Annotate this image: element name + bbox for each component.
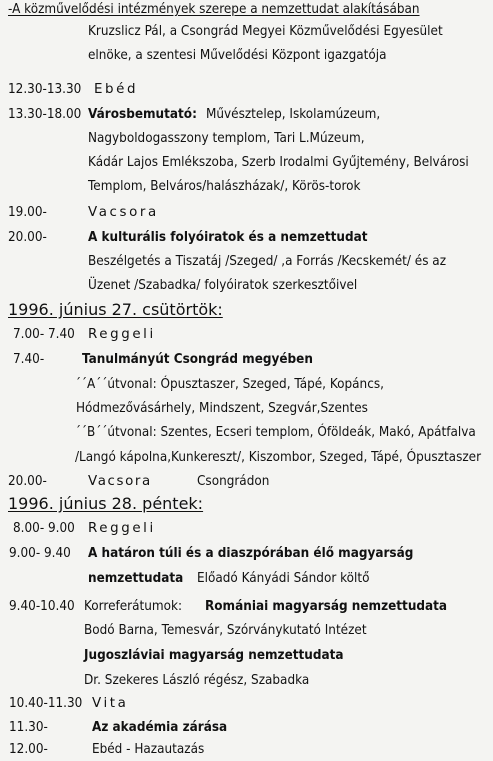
tour-line-1: Művésztelep, Iskolamúzeum, (206, 107, 381, 122)
talk-time: 9.00- 9.40 (9, 546, 71, 561)
route-a-line-1: ´´A´´útvonal: Ópusztaszer, Szeged, Tápé, Kopáncs, (75, 377, 384, 392)
dinner-time: 19.00- (8, 205, 47, 220)
dinner-place-27: Csongrádon (197, 474, 270, 489)
lunch-label: Ebéd (94, 82, 139, 97)
lunch-time: 12.30-13.30 (8, 82, 82, 97)
coreferate-speaker-1: Bodó Barna, Temesvár, Szórványkutató Intézet (84, 623, 367, 638)
talk-presenter: Előadó Kányádi Sándor költő (197, 571, 370, 586)
tour-time: 13.30-18.00 (8, 107, 82, 122)
dinner-label: Vacsora (88, 205, 159, 220)
coreferate-time: 9.40-10.40 (9, 599, 75, 614)
breakfast-time-28: 8.00- 9.00 (13, 521, 75, 536)
tour-line-3: Kádár Lajos Emlékszoba, Szerb Irodalmi Gyűjtemény, Belvárosi (88, 155, 469, 170)
route-b-line-2: /Langó kápolna,Kunkereszt/, Kiszombor, Szeged, Tápé, Ópusztaszer (75, 450, 482, 465)
final-lunch-time: 12.00- (9, 742, 48, 757)
closing-label: Az akadémia zárása (92, 720, 228, 735)
speaker-line-2: elnöke, a szentesi Művelődési Központ igazgatója (88, 48, 387, 63)
debate-label: Vita (92, 696, 129, 711)
dinner-time-27: 20.00- (8, 474, 47, 489)
closing-time: 11.30- (9, 720, 48, 735)
coreferate-topic-2: Jugoszláviai magyarság nemzettudata (84, 648, 344, 663)
breakfast-time-27: 7.00- 7.40 (13, 327, 75, 342)
tour-title: Városbemutató: (88, 107, 197, 122)
route-a-line-2: Hódmezővásárhely, Mindszent, Szegvár,Szentes (76, 401, 368, 416)
route-b-line-1: ´´B´´útvonal: Szentes, Ecseri templom, Óföldeák, Makó, Apátfalva (75, 425, 476, 440)
date-june-28: 1996. június 28. péntek: (8, 494, 204, 513)
coreferate-topic-1: Romániai magyarság nemzettudata (205, 599, 448, 614)
debate-time: 10.40-11.30 (9, 696, 83, 711)
talk-title-line-2: nemzettudata (88, 571, 184, 586)
section-heading: -A közművelődési intézmények szerepe a nemzettudat alakításában (8, 2, 420, 17)
coreferate-speaker-2: Dr. Szekeres László régész, Szabadka (84, 673, 310, 688)
talk-title-line-1: A határon túli és a diaszpórában élő magyarság (88, 546, 414, 561)
speaker-line-1: Kruzslicz Pál, a Csongrád Megyei Közművelődési Egyesület (88, 24, 443, 39)
evening-line-1: Beszélgetés a Tiszatáj /Szeged/ ,a Forrás /Kecskemét/ és az (88, 254, 447, 269)
study-title: Tanulmányút Csongrád megyében (82, 352, 313, 367)
tour-line-2: Nagyboldogasszony templom, Tari L.Múzeum, (88, 131, 365, 146)
study-time: 7.40- (13, 352, 45, 367)
breakfast-label-27: Reggeli (88, 327, 156, 342)
dinner-label-27: Vacsora (88, 474, 152, 489)
coreferate-label: Korreferátumok: (84, 599, 183, 614)
breakfast-label-28: Reggeli (88, 521, 156, 536)
evening-time: 20.00- (8, 230, 47, 245)
tour-line-4: Templom, Belváros/halászházak/, Körös-torok (88, 179, 361, 194)
evening-title: A kulturális folyóiratok és a nemzettudat (88, 230, 368, 245)
date-june-27: 1996. június 27. csütörtök: (8, 300, 223, 319)
evening-line-2: Üzenet /Szabadka/ folyóiratok szerkesztőivel (88, 278, 358, 293)
final-lunch-label: Ebéd - Hazautazás (92, 742, 205, 757)
